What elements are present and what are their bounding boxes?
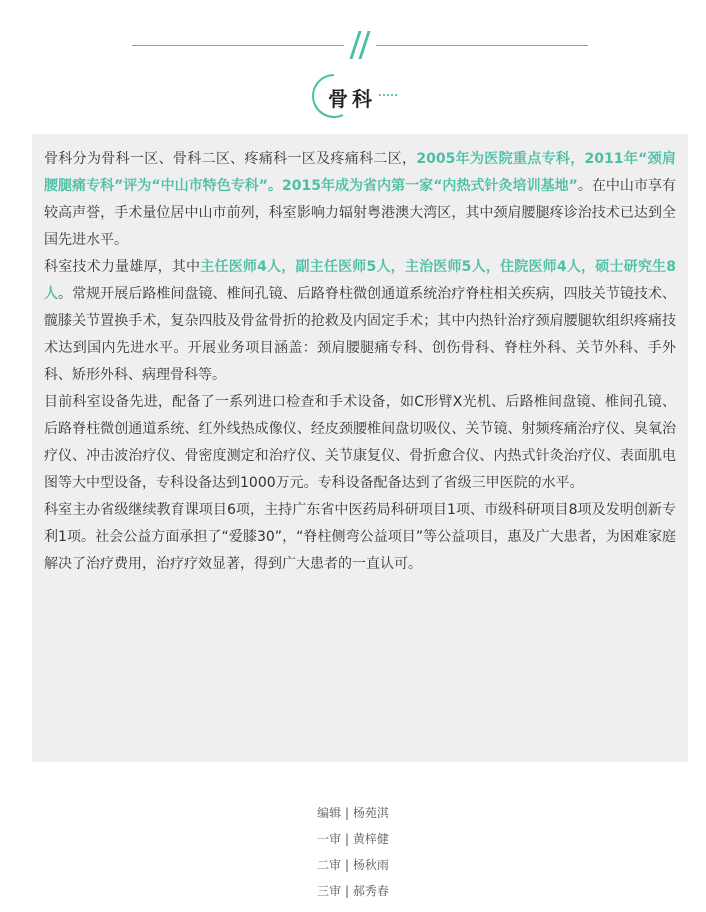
credits xyxy=(0,800,706,904)
divider-line-left xyxy=(132,45,344,46)
paragraph-text: 科室主办省级继续教育课项目6项，主持广东省中医药局科研项目1项、市级科研项目8项及发明创新专利1项。社会公益方面承担了“爱膝30”，“脊柱侧弯公益项目”等公益项目，惠及广大患者，为困难家庭解决了治疗费用，治疗疗效显著，得到广大患者的一直认可。 xyxy=(44,502,676,572)
paragraph-text: 科室技术力量雄厚，其中 xyxy=(44,259,201,275)
section-title: 骨科 xyxy=(328,87,376,111)
paragraph-3 xyxy=(44,389,676,497)
paragraph-text: 目前科室设备先进，配备了一系列进口检查和手术设备，如C形臂X光机、后路椎间盘镜、椎间孔镜、后路脊柱微创通道系统、红外线热成像仪、经皮颈腰椎间盘切吸仪、关节镜、射频疼痛治疗仪、臭氧治疗仪、冲击波治疗仪、骨密度测定和治疗仪、关节康复仪、骨折愈合仪、内热式针灸治疗仪、表面肌电图等大中型设备，专科设备达到1000万元。专科设备配备达到了省级三甲医院的水平。 xyxy=(44,394,676,491)
highlight-text: 主任医师4人，副主任医师5人，主治医师5人，住院医师4人，硕士研究生8人 xyxy=(44,259,676,302)
credit-review-2: 二审 | 杨秋雨 xyxy=(317,858,389,872)
paragraph-text: 。在中山市享有较高声誉，手术量位居中山市前列，科室影响力辐射粤港澳大湾区，其中颈肩腰腿疼诊治技术已达到全国先进水平。 xyxy=(44,178,677,248)
content-panel xyxy=(32,134,688,762)
paragraph-1 xyxy=(44,146,676,254)
highlight-text: 2005年为医院重点专科，2011年“颈肩腰腿痛专科”评为“中山市特色专科”。2015年成为省内第一家“内热式针灸培训基地” xyxy=(44,151,676,194)
divider-slash xyxy=(358,31,370,59)
credit-review-3: 三审 | 郝秀春 xyxy=(317,884,389,898)
credit-review-1: 一审 | 黄梓健 xyxy=(317,832,389,846)
paragraph-text: 。常规开展后路椎间盘镜、椎间孔镜、后路脊柱微创通道系统治疗脊柱相关疾病，四肢关节镜技术、髋膝关节置换手术，复杂四肢及骨盆骨折的抢救及内固定手术；其中内热针治疗颈肩腰腿软组织疼痛技术达到国内先进水平。开展业务项目涵盖：颈肩腰腿痛专科、创伤骨科、脊柱外科、关节外科、手外科、矫形外科、病理骨科等。 xyxy=(44,286,676,383)
badge-dots xyxy=(378,94,398,96)
divider-line-right xyxy=(376,45,588,46)
paragraph-text: 骨科分为骨科一区、骨科二区、疼痛科一区及疼痛科二区， xyxy=(44,151,417,167)
header-divider xyxy=(132,28,588,64)
section-badge xyxy=(312,74,388,118)
credit-editor: 编辑 | 杨苑淇 xyxy=(317,806,389,820)
paragraph-4 xyxy=(44,497,676,578)
paragraph-2 xyxy=(44,254,676,389)
